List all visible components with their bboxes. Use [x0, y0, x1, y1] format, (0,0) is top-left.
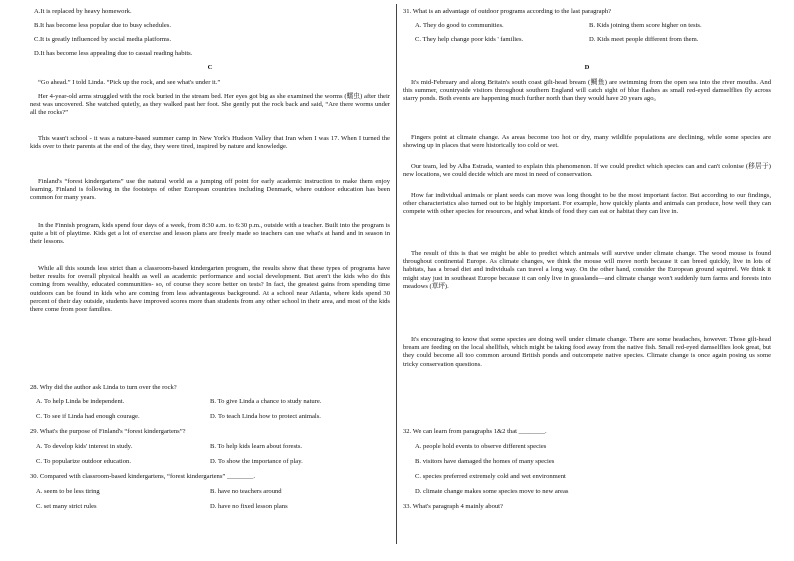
question-32-option-a[interactable]: A. people hold events to observe different species [415, 443, 547, 450]
prev-option-c: C.It is greatly influenced by social media platforms. [34, 36, 172, 43]
question-28-option-a[interactable]: A. To help Linda be independent. [36, 398, 125, 405]
prev-option-a: A.It is replaced by heavy homework. [34, 8, 132, 15]
question-30-option-d[interactable]: D. have no fixed lesson plans [210, 503, 288, 510]
question-32-option-c[interactable]: C. species preferred extremely cold and wet environment [415, 473, 566, 480]
question-28-option-b[interactable]: B. To give Linda a chance to study nature. [210, 398, 322, 405]
section-label-d: D [584, 64, 590, 71]
question-30-option-a[interactable]: A. seem to be less tiring [36, 488, 100, 495]
question-28-stem: 28. Why did the author ask Linda to turn over the rock? [30, 384, 177, 391]
question-30-option-c[interactable]: C. set many strict rules [36, 503, 97, 510]
question-29-option-d[interactable]: D. To show the importance of play. [210, 458, 303, 465]
question-32-option-b[interactable]: B. visitors have damaged the homes of many species [415, 458, 555, 465]
question-31-option-c[interactable]: C. They help change poor kids ' families. [415, 36, 524, 43]
passage-d-paragraph-1: It's mid-February and along Britain's south coast gilt-head bream (鲷鱼) are swimming from the open sea into the river mouths. And this summer, countryside visitors throughout southern England will catch sight of blue flashes as small red-eyed damselflies fly across starry ponds. Both events are happening much further north than they would have 20 years ago。 [403, 79, 771, 103]
question-29-stem: 29. What's the purpose of Finland's “forest kindergartens”? [30, 428, 186, 435]
passage-c-paragraph-5: In the Finnish program, kids spend four days of a week, from 8:30 a.m. to 6:30 p.m., outside with a teacher. Built into the program is quite a bit of playtime. Kids get a lot of exercise and lesson plans are freely made so teachers can use what's at hand and in season in their lessons. [30, 222, 390, 246]
passage-d-paragraph-5: The result of this is that we might be able to predict which animals will survive under climate change. The wood mouse is found throughout continental Europe. As climate changes, we think the mouse will move north because it can breed quickly, live in lots of habitats, has a broad diet and individuals can travel a long way. On the other hand, consider the European ground squirrel. We think it might stay just in southeast Europe because it can only live in grasslands—and climate change won't suddenly turn farms and forests into meadows (草坪). [403, 250, 771, 290]
passage-d-paragraph-4: How far individual animals or plant seeds can move was long thought to be the most important factor. But according to our findings, other characteristics also turned out to be highly important. For example, how quickly plants and animals can produce, how well they can compete with other species for resources, and what kinds of food they can eat or habitat they can live in. [403, 192, 771, 216]
question-31-option-a[interactable]: A. They do good to communities. [415, 22, 504, 29]
passage-c-paragraph-3: This wasn't school - it was a nature-based summer camp in New York's Hudson Valley that Iran when I was 17. When I turned the kids over to their parents at the end of the day, they were tired, inspired by nature and knowledge. [30, 135, 390, 151]
question-30-option-b[interactable]: B. have no teachers around [210, 488, 282, 495]
question-29-option-a[interactable]: A. To develop kids' interest in study. [36, 443, 133, 450]
question-32-option-d[interactable]: D. climate change makes some species move to new areas [415, 488, 569, 495]
passage-d-paragraph-2: Fingers point at climate change. As areas become too hot or dry, many wildlife populations are declining, while some species are showing up in places that were historically too cold or wet. [403, 134, 771, 150]
prev-option-d: D.It has become less appealing due to casual reading habits. [34, 50, 193, 57]
section-label-c: C [207, 64, 213, 71]
passage-c-paragraph-1: “Go ahead.” I told Linda. “Pick up the rock, and see what's under it.” [38, 79, 221, 86]
passage-c-paragraph-2: Her 4-year-old arms struggled with the rock buried in the stream bed. Her eyes got big as she examined the worms (蠕虫) after their nest was uncovered. She watched quietly, as they walked past her foot. She gently put the rock back and said, “Are there worms under all the rocks?” [30, 93, 390, 117]
question-29-option-b[interactable]: B. To help kids learn about forests. [210, 443, 303, 450]
question-29-option-c[interactable]: C. To popularize outdoor education. [36, 458, 132, 465]
prev-option-b: B.It has become less popular due to busy schedules. [34, 22, 171, 29]
question-28-option-d[interactable]: D. To teach Linda how to protect animals. [210, 413, 321, 420]
passage-d-paragraph-6: It's encouraging to know that some species are doing well under climate change. There are some headaches, however. Those gilt-head bream are feeding on the local shellfish, which might be taking food away from the native fish. Small red-eyed damselflies look great, but they could become all too common around British ponds and outcompete native species. Climate change is once again posing us some tricky conservation questions. [403, 336, 771, 368]
question-33-stem: 33. What's paragraph 4 mainly about? [403, 503, 503, 510]
question-28-option-c[interactable]: C. To see if Linda had enough courage. [36, 413, 140, 420]
question-32-stem: 32. We can learn from paragraphs 1&2 that ________. [403, 428, 547, 435]
question-31-option-d[interactable]: D. Kids meet people different from them. [589, 36, 699, 43]
column-divider [396, 4, 397, 544]
question-31-option-b[interactable]: B. Kids joining them score higher on tests. [589, 22, 702, 29]
passage-c-paragraph-4: Finland's “forest kindergartens” use the natural world as a jumping off point for early academic instruction to make them enjoy learning. Finland is following in the footsteps of other European countries including Denmark, where outdoor education has been common for many years. [30, 178, 390, 202]
passage-c-paragraph-6: While all this sounds less strict than a classroom-based kindergarten program, the results show that these types of programs have better results for overall physical health as well as academic performance and social development. But aren't the kids who do this coming from wealthy, educated communities- so, of course they score better on tests? In fact, the greatest gains from spending time outdoors can be found in kids who are coming from less advantageous background. At a school near Atlanta, where kids spend 30 percent of their day outside, students have improved scores more than students from any other school in their area, and most of the kids there come from poor families. [30, 265, 390, 314]
passage-d-paragraph-3: Our team, led by Alba Estrada, wanted to explain this phenomenon. If we could predict which species can and can't colonise (移居于) new locations, we could decide which are most in need of conservation. [403, 163, 771, 179]
question-31-stem: 31. What is an advantage of outdoor programs according to the last paragraph? [403, 8, 612, 15]
question-30-stem: 30. Compared with classroom-based kindergartens, “forest kindergartens” ________. [30, 473, 255, 480]
